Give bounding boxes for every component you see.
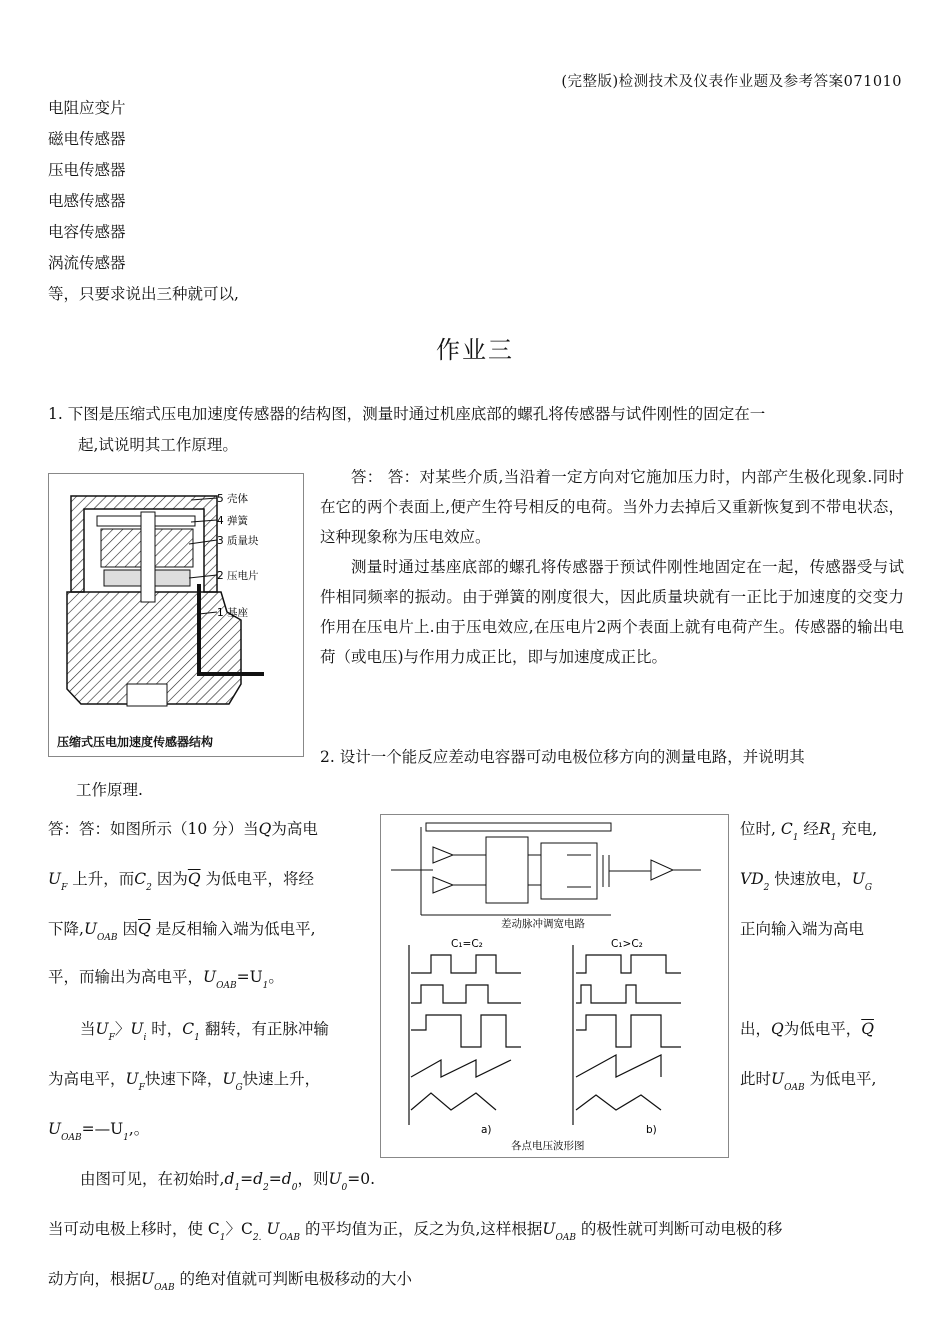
text-span: ，则 [297,1170,329,1188]
text-span: 为低电平， [783,1020,862,1038]
text-span: 充电, [841,820,878,838]
text-span: 动方向，根据 [48,1270,142,1288]
label-mass: 3 质量块 [217,535,259,547]
q2-l9: 当可动电极上移时，使 $C_1$〉$C_{2.}$ $U_{OAB}$ 的平均值为正，反之为负,这样根据$U_{OAB}$ 的极性就可判断可动电极的移 [48,1220,783,1243]
list-item: 磁电传感器 [48,130,126,148]
q2-line2: 工作原理. [76,781,143,799]
q2-l3-left: 下降$,U_{OAB}$ 因$\overline{Q}$ 是反相输入端为低电平, [48,920,316,943]
q2-l6-left: 为高电平，$U_F$快速下降，$U_G$快速上升， [48,1070,321,1093]
text-span: ,。 [128,1120,150,1138]
list-item: 电阻应变片 [48,99,126,117]
text-span: 此时 [740,1070,772,1088]
accelerometer-figure [48,473,304,757]
mark-a: a) [481,1124,492,1136]
label-shell: 5 壳体 [217,493,249,505]
text-span: 为高电 [271,820,318,838]
text-span: 为低电平，将经 [205,870,315,888]
q1-answer-p2: 测量时通过基座底部的螺孔将传感器于预试件刚性地固定在一起，传感器受与试件相同频率的振动。由于弹簧的刚度很大，因此质量块就有一正比于加速度的交变力作用在压电片上.由于压电效应,在压电片2两个表面上就有电荷产生。传感器的输出电荷（或电压)与作用力成正比，即与加速度成正比。 [320,558,904,666]
q2-l10: 动方向，根据$U_{OAB}$ 的绝对值就可判断电极移动的大小 [48,1270,413,1293]
q1-line2: 起,试说明其工作原理。 [78,436,238,454]
mark-b: b) [646,1124,657,1136]
accelerometer-diagram [49,474,303,756]
label-base: 1 基座 [217,607,249,619]
text-span: 的平均值为正，反之为负,这样根据 [304,1220,543,1238]
list-item: 压电传感器 [48,161,126,179]
list-tail: 等，只要求说出三种就可以, [48,285,239,303]
text-span: 因 [122,920,138,938]
text-span: 的极性就可判断可动电极的移 [580,1220,783,1238]
text-span: 快速下降， [144,1070,223,1088]
q2-l5-right: 出，Q为低电平，$\overline{Q}$ [740,1020,874,1038]
text-span: =0. [347,1170,376,1188]
text-span: 当 [80,1020,96,1038]
text-span: 快速放电， [774,870,852,888]
text-span: 当可动电极上移时，使 C [48,1220,220,1238]
label-spring: 4 弹簧 [217,515,249,527]
q2-line1: 2. 设计一个能反应差动电容器可动电极位移方向的测量电路，并说明其 [320,748,805,766]
label-piezo: 2 压电片 [217,570,259,582]
q1-line1: 1. 下图是压缩式压电加速度传感器的结构图，测量时通过机座底部的螺孔将传感器与试件刚性的固定在一 [48,405,766,423]
list-item: 电容传感器 [48,223,126,241]
text-span: 的绝对值就可判断电极移动的大小 [179,1270,413,1288]
page-header: (完整版)检测技术及仪表作业题及参考答案071010 [561,74,902,90]
text-span: 。 [268,968,284,986]
text-span: 经 [803,820,819,838]
text-span: 为低电平, [809,1070,877,1088]
list-item: 电感传感器 [48,192,126,210]
text-span: =—U [81,1120,124,1138]
q2-l2-right: $VD_2$ 快速放电，$U_G$ [740,870,873,893]
section-title: 作业三 [436,336,514,364]
q1-answer [320,462,904,672]
text-span: 是反相输入端为低电平, [155,920,316,938]
text-span: 〉C [225,1220,253,1238]
q1-answer-p1: 答： 答：对某些介质,当沿着一定方向对它施加压力时，内部产生极化现象.同时在它的两个表面上,便产生符号相反的电荷。当外力去掉后又重新恢复到不带电状态，这种现象称为压电效应。 [320,468,904,546]
text-span: 快速上升， [242,1070,321,1088]
text-span: 因为 [156,870,188,888]
waveform-caption: 各点电压波形图 [511,1140,585,1152]
text-span: 下降, [48,920,84,938]
text-span: 位时, [740,820,776,838]
text-span: =U [236,968,263,986]
text-span: 为高电平， [48,1070,126,1088]
q2-l2-left: $U_F$ 上升，而$C_2$ 因为$\overline{Q}$ 为低电平，将经 [48,870,315,893]
q2-l1-right: 位时, $C_1$ 经$R_1$ 充电, [740,820,878,843]
circuit-figure [380,814,729,1158]
q2-l7: $U_{OAB}=—U_1$,。 [48,1120,150,1143]
q2-l8: 由图可见，在初始时$,d_1=d_2=d_0$，则$U_0=0$. [80,1170,376,1193]
list-item: 涡流传感器 [48,254,126,272]
q2-l4-left: 平，而输出为高电平，$U_{OAB}=U_1$。 [48,968,284,991]
sensor-list [48,93,239,310]
text-span: 上升，而 [72,870,135,888]
q2-l3-right: 正向输入端为高电 [740,920,865,938]
case-a-label: C₁=C₂ [451,938,483,950]
q2-l6-right: 此时$U_{OAB}$ 为低电平, [740,1070,877,1093]
text-span: 翻转，有正脉冲输 [204,1020,329,1038]
q2-l5-left: 当$U_F$〉$U_i$ 时，$C_1$ 翻转，有正脉冲输 [80,1020,329,1043]
circuit-caption: 差动脉冲调宽电路 [501,918,585,930]
text-span: 出， [740,1020,772,1038]
case-b-label: C₁>C₂ [611,938,643,950]
text-span: 由图可见，在初始时, [80,1170,225,1188]
q1-text [48,399,904,461]
q2-l1-left: 答：答：如图所示（10 分）当Q为高电 [48,820,318,838]
accelerometer-caption: 压缩式压电加速度传感器结构 [57,735,214,749]
text-span: 时， [151,1020,183,1038]
text-span: 平，而输出为高电平， [48,968,204,986]
pwm-circuit-diagram [381,815,728,1157]
text-span: 答：答：如图所示（10 分）当 [48,820,259,838]
